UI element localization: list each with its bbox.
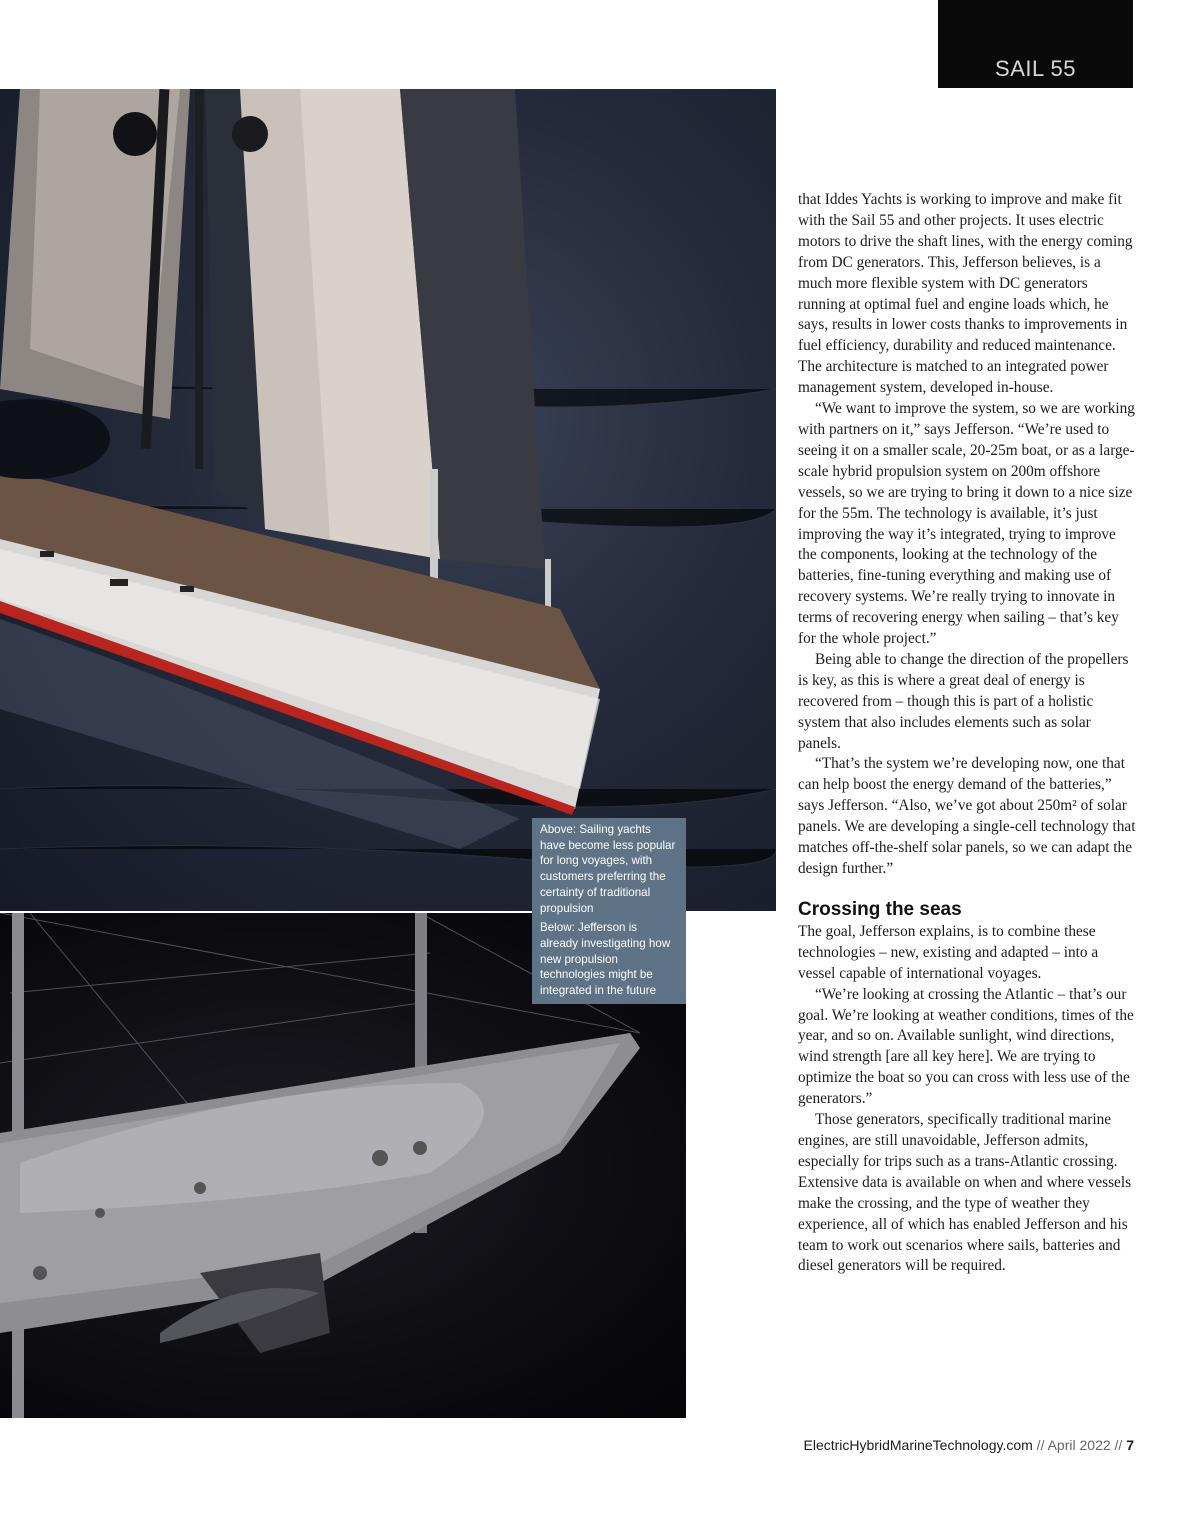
- footer-site: ElectricHybridMarineTechnology.com: [803, 1437, 1033, 1453]
- footer-separator: //: [1032, 1437, 1048, 1453]
- photo-caption: [532, 818, 686, 1004]
- article-body: [798, 190, 1136, 1277]
- article-paragraph: “We’re looking at crossing the Atlantic – that’s our goal. We’re looking at weather conditions, times of the year, and so on. Available sunlight, wind directions, wind strength [are all key here]. We are trying to optimize the boat so you can cross with less use of the generators.”: [798, 985, 1134, 1108]
- footer-separator: //: [1110, 1437, 1127, 1453]
- article-paragraph: that Iddes Yachts is working to improve and make fit with the Sail 55 and other projects. It uses electric motors to drive the shaft lines, with the energy coming from DC generators. This, Jefferson believes, is a much more flexible system with DC generators running at optimal fuel and engine loads which, he says, results in lower costs thanks to improvements in fuel efficiency, durability and reduced maintenance. The architecture is matched to an integrated power management system, developed in-house.: [798, 191, 1133, 397]
- page-footer: [804, 1437, 1134, 1453]
- page-number: 7: [1126, 1437, 1134, 1453]
- footer-date: April 2022: [1047, 1437, 1111, 1453]
- caption-above: Above: Sailing yachts have become less popular for long voyages, with customers preferring the certainty of traditional propulsion: [540, 823, 676, 915]
- yacht-illustration: [0, 89, 776, 911]
- article-paragraph: “That’s the system we’re developing now, one that can help boost the energy demand of the batteries,” says Jefferson. “Also, we’ve got about 250m² of solar panels. We are developing a single-cell technology that matches off-the-shelf solar panels, so we can adapt the design further.”: [798, 755, 1136, 877]
- section-tab: [938, 0, 1133, 88]
- caption-below: Below: Jefferson is already investigating how new propulsion technologies might be integrated in the future: [540, 921, 671, 998]
- article-paragraph: Those generators, specifically traditional marine engines, are still unavoidable, Jefferson admits, especially for trips such as a trans-Atlantic crossing. Extensive data is available on when and where vessels make the crossing, and the type of weather they experience, all of which has enabled Jefferson and his team to work out scenarios where sails, batteries and diesel generators will be required.: [798, 1111, 1132, 1275]
- subheading: Crossing the seas: [798, 898, 962, 920]
- sailing-yacht-photo: [0, 89, 776, 911]
- article-paragraph: The goal, Jefferson explains, is to combine these technologies – new, existing and adapted – into a vessel capable of international voyages.: [798, 922, 1099, 982]
- section-tab-label: SAIL 55: [995, 56, 1076, 81]
- article-paragraph: Being able to change the direction of the propellers is key, as this is where a great deal of energy is recovered from – though this is part of a holistic system that also includes elements such as solar panels.: [798, 650, 1129, 752]
- article-paragraph: “We want to improve the system, so we are working with partners on it,” says Jefferson. “We’re used to seeing it on a smaller scale, 20-25m boat, or as a large-scale hybrid propulsion system on 200m offshore vessels, so we are trying to bring it down to a nice size for the 55m. The technology is available, it’s just improving the way it’s integrated, trying to improve the components, looking at the technology of the batteries, fine-tuning everything and making use of recovery systems. We’re really trying to innovate in terms of recovering energy when sailing – that’s key for the whole project.”: [798, 400, 1135, 648]
